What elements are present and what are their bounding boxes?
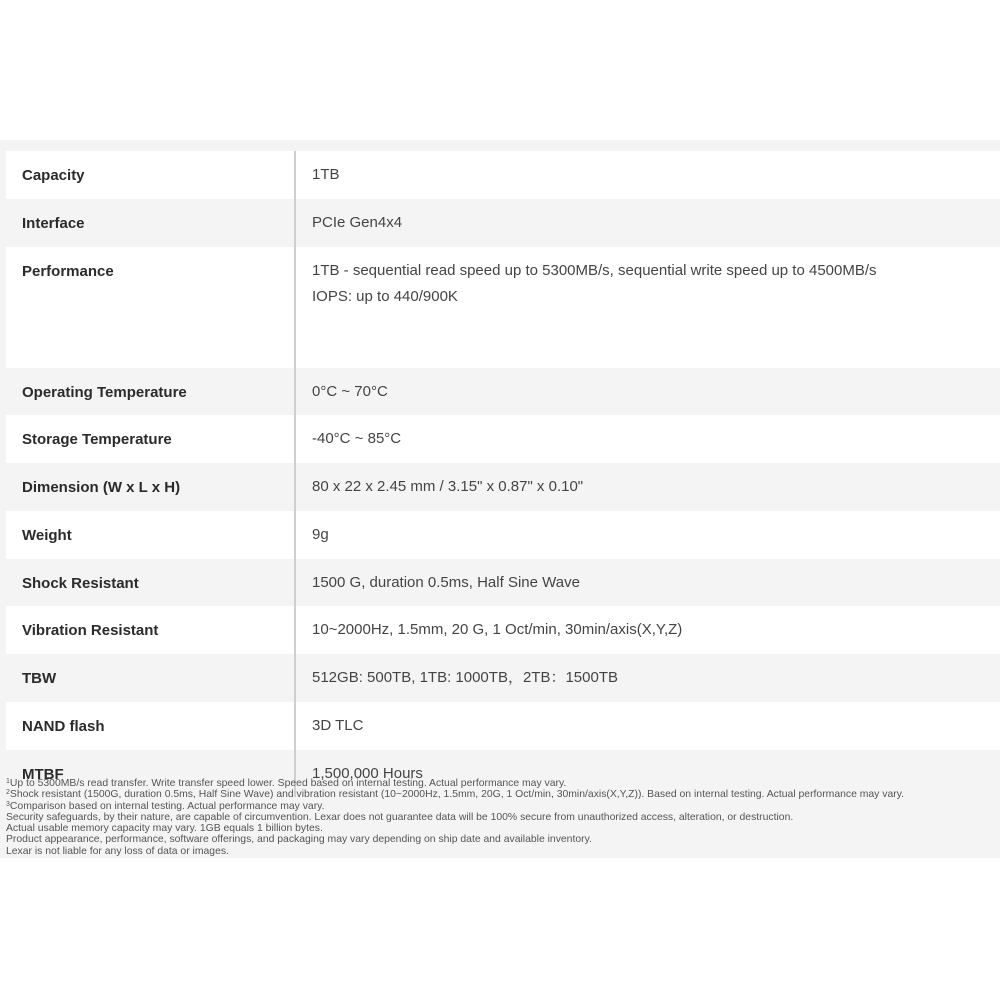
spec-value-line: 0°C ~ 70°C: [312, 382, 388, 400]
footnote-text: Up to 5300MB/s read transfer. Write transfer speed lower. Speed based on internal testing. Actual performance may vary.: [9, 778, 567, 789]
spec-label: Operating Temperature: [6, 368, 296, 416]
spec-value: [296, 363, 1000, 405]
spec-label: MTBF: [6, 750, 296, 798]
spec-row-operating-temperature: [6, 368, 1000, 416]
spec-value-line: 1500 G, duration 0.5ms, Half Sine Wave: [312, 573, 580, 591]
footnote: [6, 789, 996, 800]
footnote-text: Shock resistant (1500G, duration 0.5ms, Half Sine Wave) and vibration resistant (10~2000Hz, 1.5mm, 20G, 1 Oct/min, 30min/axis(X,Y,Z)). Based on internal testing. Actual performance may vary.: [9, 789, 905, 801]
spec-label: Performance: [6, 247, 296, 368]
spec-row-vibration-resistant: [6, 606, 1000, 654]
spec-value: [296, 506, 1000, 548]
spec-label: Storage Temperature: [6, 415, 296, 463]
footnote-text: Comparison based on internal testing. Actual performance may vary.: [9, 800, 325, 812]
spec-value-line: 9g: [312, 525, 329, 543]
spec-label: NAND flash: [6, 702, 296, 750]
footnote: [6, 801, 996, 812]
spec-label: Interface: [6, 199, 296, 247]
spec-row-nand-flash: [6, 702, 1000, 750]
footnote-marker: 1: [6, 778, 10, 785]
spec-row-tbw: [6, 654, 1000, 702]
spec-value-line: -40°C ~ 85°C: [312, 430, 402, 448]
spec-label: Capacity: [6, 151, 296, 199]
spec-label: Weight: [6, 511, 296, 559]
spec-value-line: PCIe Gen4x4: [312, 213, 403, 231]
footnote-text: Security safeguards, by their nature, are capable of circumvention. Lexar does not guarantee data will be 100% secure from unauthorized access, alteration, or destruction.: [6, 811, 794, 823]
spec-table: [6, 151, 1000, 797]
spec-value-line: 10~2000Hz, 1.5mm, 20 G, 1 Oct/min, 30min/axis(X,Y,Z): [312, 621, 683, 639]
spec-value-line: 3D TLC: [312, 716, 364, 734]
footnote: [6, 834, 996, 845]
spec-value: [296, 410, 1000, 452]
spec-row-dimension: [6, 463, 1000, 511]
footnote: [6, 778, 996, 789]
spec-value: [296, 554, 1000, 596]
spec-value: [296, 601, 1000, 643]
footnote-text: Product appearance, performance, software offerings, and packaging may vary depending on ship date and available inventory.: [6, 834, 592, 846]
spec-row-weight: [6, 511, 1000, 559]
spec-value: [296, 697, 1000, 739]
footnote-text: Lexar is not liable for any loss of data or images.: [6, 845, 229, 857]
spec-value: [296, 649, 1000, 691]
footnote-marker: 3: [6, 800, 10, 808]
spec-label: TBW: [6, 654, 296, 702]
spec-row-storage-temperature: [6, 415, 1000, 463]
footnote: [6, 823, 996, 834]
spec-row-capacity: [6, 151, 1000, 199]
footnote-text: Actual usable memory capacity may vary. 1GB equals 1 billion bytes.: [6, 823, 323, 835]
footnote: [6, 846, 996, 857]
spec-value: [296, 194, 1000, 236]
spec-value: [296, 146, 1000, 188]
spec-value-line: 512GB: 500TB, 1TB: 1000TB，2TB：1500TB: [312, 669, 618, 686]
spec-value-line: 80 x 22 x 2.45 mm / 3.15" x 0.87" x 0.10": [312, 478, 584, 495]
footnotes: [6, 778, 996, 857]
spec-value-line: IOPS: up to 440/900K: [312, 287, 458, 305]
spec-label: Dimension (W x L x H): [6, 463, 296, 511]
spec-value-line: 1TB - sequential read speed up to 5300MB/s, sequential write speed up to 4500MB/s: [312, 261, 877, 279]
spec-value: [296, 458, 1000, 500]
footnote: [6, 812, 996, 823]
spec-label: Shock Resistant: [6, 559, 296, 607]
spec-value-line: 1TB: [312, 166, 340, 183]
spec-label: Vibration Resistant: [6, 606, 296, 654]
spec-value: [296, 242, 1000, 310]
spec-row-shock-resistant: [6, 559, 1000, 607]
spec-row-performance: [6, 247, 1000, 368]
spec-row-interface: [6, 199, 1000, 247]
footnote-marker: 2: [6, 789, 10, 797]
spec-value-line: 1,500,000 Hours: [312, 764, 423, 782]
